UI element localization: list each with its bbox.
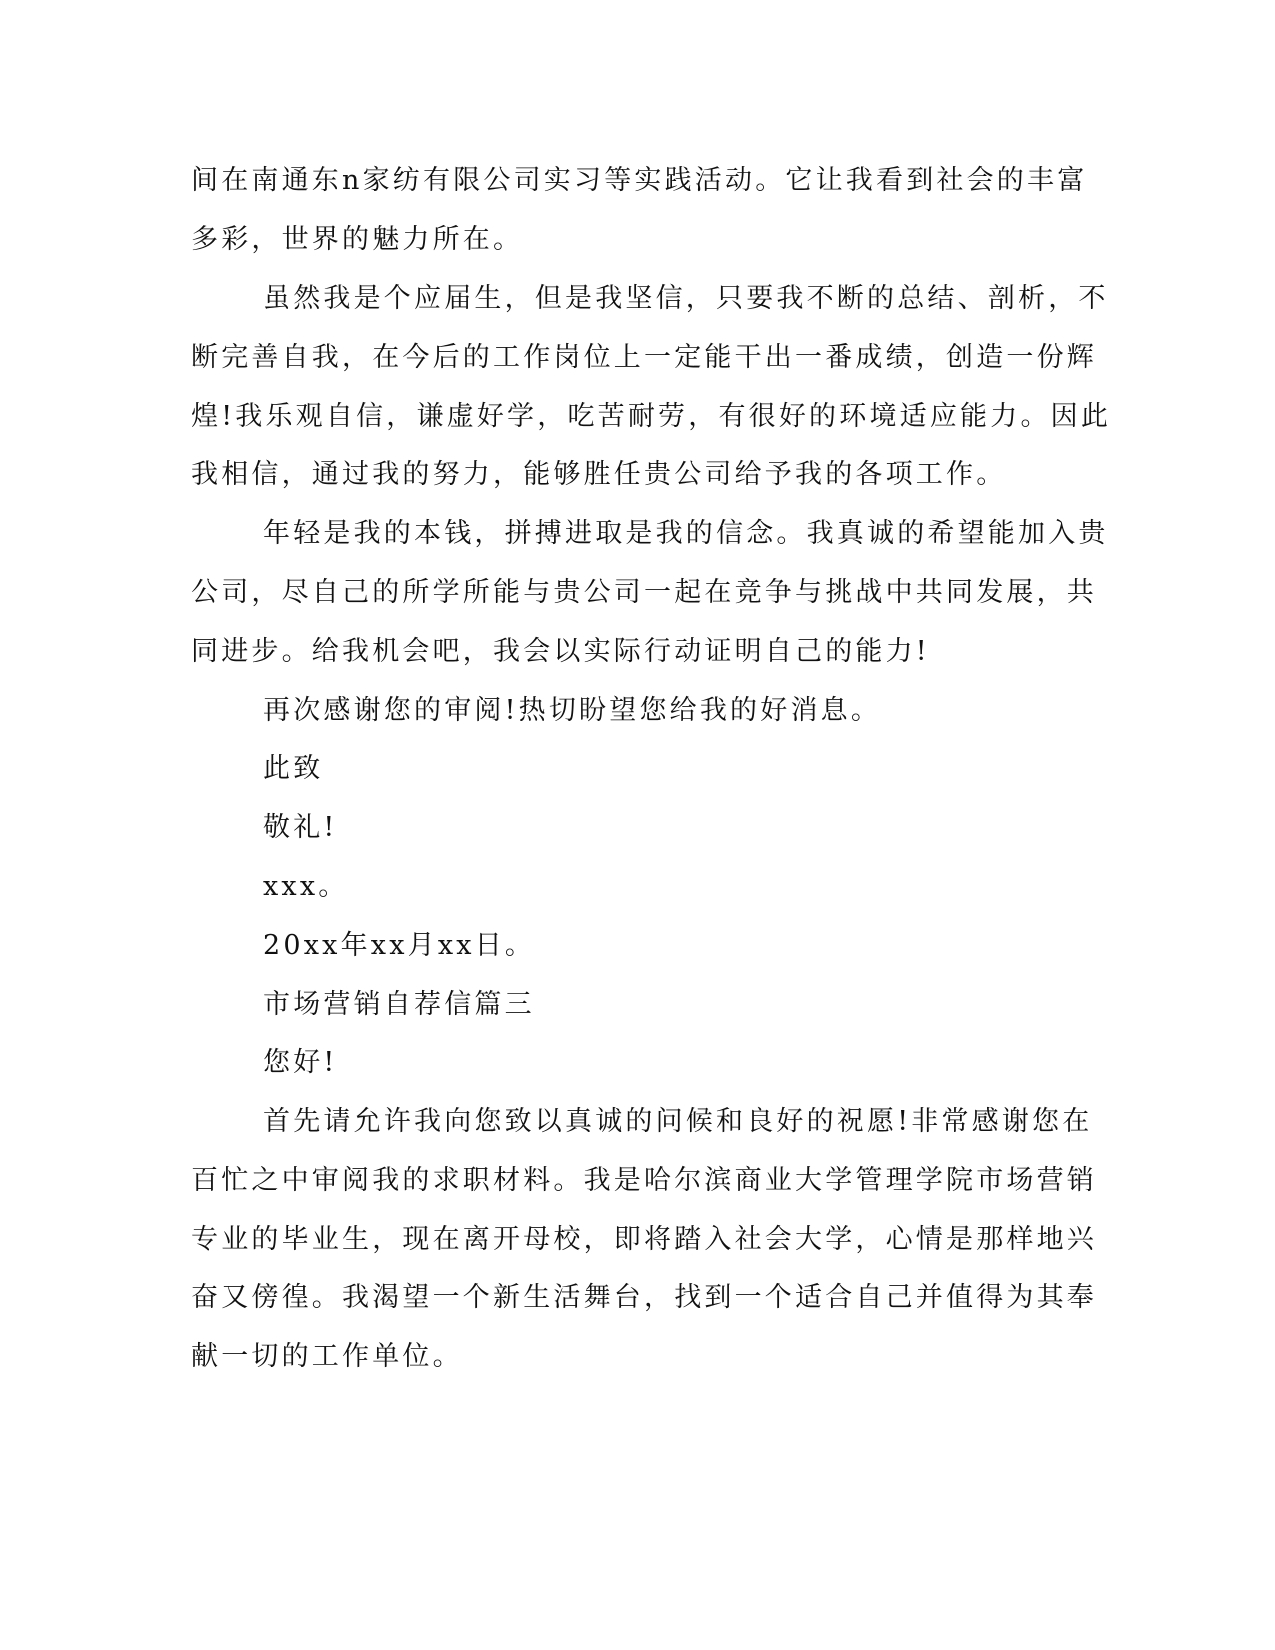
text-line: 献一切的工作单位。 [191,1341,463,1372]
text-line: 同进步。给我机会吧，我会以实际行动证明自己的能力! [191,636,930,667]
signature-date: 20xx年xx月xx日。 [263,930,536,961]
greeting-line: 您好! [263,1047,338,1078]
section-heading: 市场营销自荐信篇三 [263,989,535,1020]
paragraph-start-line: 虽然我是个应届生，但是我坚信，只要我不断的总结、剖析，不 [263,283,1109,314]
text-line: 奋又傍徨。我渴望一个新生活舞台，找到一个适合自己并值得为其奉 [191,1282,1097,1313]
paragraph-start-line: 年轻是我的本钱，拼搏进取是我的信念。我真诚的希望能加入贵 [263,518,1109,549]
text-line: 断完善自我，在今后的工作岗位上一定能干出一番成绩，创造一份辉 [191,342,1097,373]
text-line: 公司，尽自己的所学所能与贵公司一起在竞争与挑战中共同发展，共 [191,577,1097,608]
text-line: 多彩，世界的魅力所在。 [191,224,524,255]
signature-name: xxx。 [263,871,349,902]
paragraph-start-line: 首先请允许我向您致以真诚的问候和良好的祝愿!非常感谢您在 [263,1106,1093,1137]
text-line: 间在南通东n家纺有限公司实习等实践活动。它让我看到社会的丰富 [191,165,1088,196]
text-line: 煌!我乐观自信，谦虚好学，吃苦耐劳，有很好的环境适应能力。因此 [191,401,1112,432]
salutation-line: 敬礼! [263,812,338,843]
closing-thanks-line: 再次感谢您的审阅!热切盼望您给我的好消息。 [263,695,882,726]
salutation-line: 此致 [263,753,324,784]
text-line: 专业的毕业生，现在离开母校，即将踏入社会大学，心情是那样地兴 [191,1224,1097,1255]
text-line: 百忙之中审阅我的求职材料。我是哈尔滨商业大学管理学院市场营销 [191,1165,1097,1196]
text-line: 我相信，通过我的努力，能够胜任贵公司给予我的各项工作。 [191,459,1007,490]
